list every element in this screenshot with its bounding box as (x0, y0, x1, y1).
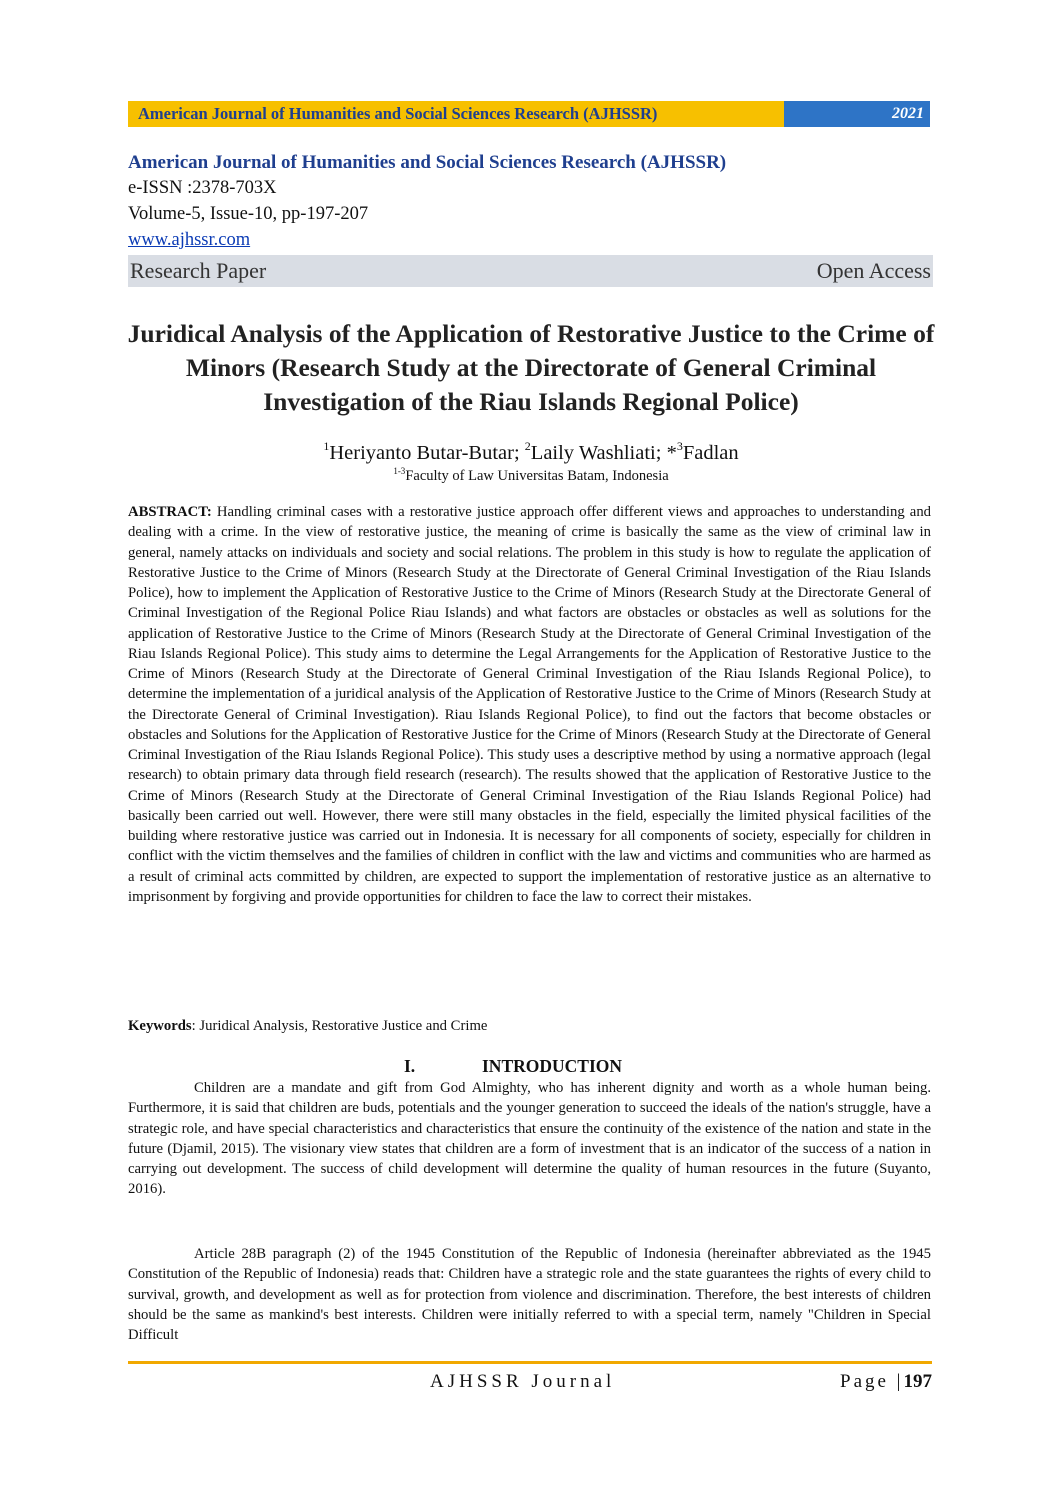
footer-page-number: 197 (903, 1371, 932, 1392)
keywords-text: : Juridical Analysis, Restorative Justice and Crime (191, 1018, 488, 1034)
author-3-name: Fadlan (682, 442, 739, 464)
footer-page-label: Page | (840, 1371, 904, 1392)
body-paragraph: Article 28B paragraph (2) of the 1945 Constitution of the Republic of Indonesia (hereinafter abbreviated as the 1945 Constitution of the Republic of Indonesia) reads that: Children have a strategic role and the state guarantees the rights of every child to survival, growth, and development as well as for protection from violence and discrimination. Therefore, the best interests of children should be the same as mankind's best interests. Children were initially referred to with a special term, namely "Children in Special Difficult (128, 1246, 931, 1343)
paper-type-label: Research Paper (130, 258, 267, 283)
journal-info (128, 150, 933, 287)
author-3-prefix: * (666, 442, 677, 464)
affiliation-text: Faculty of Law Universitas Batam, Indonesia (405, 468, 669, 484)
journal-eissn: e-ISSN :2378-703X (128, 178, 277, 198)
footer-rule (128, 1361, 932, 1364)
section-title: INTRODUCTION (482, 1056, 623, 1076)
paper-title: Juridical Analysis of the Application of Restorative Justice to the Crime of Minors (Research Study at the Directorate of General Criminal Investigation of the Riau Islands Regional Police) (127, 319, 935, 416)
paper-type-ribbon (128, 255, 933, 287)
affiliation-sup: 1-3 (393, 466, 406, 476)
journal-url-link[interactable]: www.ajhssr.com (128, 230, 251, 250)
running-header-year: 2021 (784, 101, 930, 127)
journal-volume: Volume-5, Issue-10, pp-197-207 (128, 204, 369, 224)
abstract-text: Handling criminal cases with a restorative justice approach offer different views and approaches to understanding and dealing with a crime. In the view of restorative justice, the meaning of crime is basically the same as the view of criminal law in general, namely attacks on individuals and society and social relations. The problem in this study is how to regulate the application of Restorative Justice to the Crime of Minors (Research Study at the Directorate of General Criminal Investigation of the Riau Islands Police), how to implement the Application of Restorative Justice to the Crime of Minors (Research Study at the Directorate General of Criminal Investigation of the Regional Police Riau Islands) and what factors are obstacles or obstacles as well as solutions for the application of Restorative Justice to the Crime of Minors (Research Study at the Directorate of General Criminal Investigation of the Riau Islands Regional Police). This study aims to determine the Legal Arrangements for the Application of Restorative Justice to the Crime of Minors (Research Study at the Directorate of General Criminal Investigation of the Riau Islands Regional Police), to determine the implementation of a juridical analysis of the Application of Restorative Justice to the Crime of Minors (Research Study at the Directorate General of Criminal Investigation). Riau Islands Regional Police), to find out the factors that become obstacles or obstacles and Solutions for the Application of Restorative Justice for the Crime of Minors (Research Study at the Directorate of General Criminal Investigation of the Riau Islands Regional Police). This study uses a descriptive method by using a normative approach (legal research) to obtain primary data through field research (research). The results showed that the application of Restorative Justice to the Crime of Minors (Research Study at the Directorate of General Criminal Investigation of the Riau Islands Regional Police) had basically been carried out well. However, there were still many obstacles in the field, especially the limited physical facilities of the building where restorative justice was carried out in Indonesia. It is necessary for all components of society, especially for children in conflict with the victim themselves and the families of children in conflict with the law and victims and communities who are harmed as a result of criminal acts committed by children, are expected to support the implementation of restorative justice as an alternative to imprisonment by forgiving and provide opportunities for children to face the law to correct their mistakes. (128, 504, 932, 905)
page-footer (128, 1369, 932, 1395)
author-1-name: Heriyanto Butar-Butar; (329, 442, 520, 464)
author-2-sup: 2 (524, 439, 531, 453)
keywords (128, 1016, 931, 1036)
abstract (128, 502, 931, 907)
footer-page (840, 1369, 932, 1395)
affiliation (120, 462, 942, 485)
running-header-journal: American Journal of Humanities and Social Sciences Research (AJHSSR) (128, 101, 784, 127)
open-access-label: Open Access (816, 258, 931, 283)
section-number: I. (404, 1056, 416, 1076)
author-1-sup: 1 (323, 439, 330, 453)
body-paragraph: Children are a mandate and gift from God Almighty, who has inherent dignity and worth as a whole human being. Furthermore, it is said that children are buds, potentials and the younger generation to succeed the ideals of the nation's struggle, have a strategic role, and have special characteristics and characteristics that ensure the continuity of the existence of the nation and state in the future (Djamil, 2015). The visionary view states that children are a form of investment that is an indicator of the success of a nation in carrying out development. The success of child development will determine the quality of human resources in the future (Suyanto, 2016). (128, 1080, 931, 1198)
running-header (128, 101, 930, 127)
abstract-label: ABSTRACT: (128, 504, 212, 520)
journal-title: American Journal of Humanities and Social Sciences Research (AJHSSR) (128, 152, 727, 173)
keywords-label: Keywords (128, 1018, 192, 1034)
author-2-name: Laily Washliati; (530, 442, 662, 464)
footer-journal: AJHSSR Journal (430, 1371, 616, 1392)
author-3-sup: 3 (676, 439, 683, 453)
